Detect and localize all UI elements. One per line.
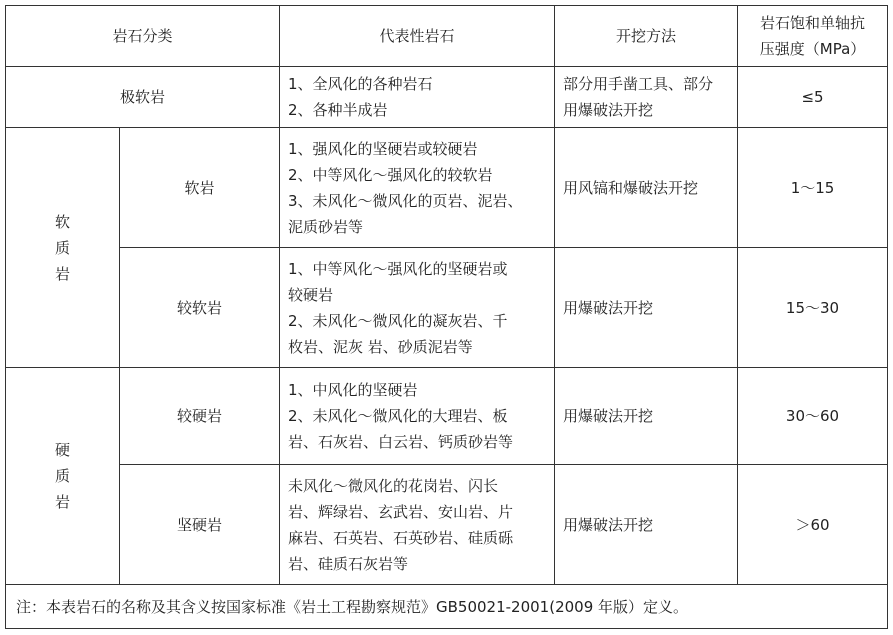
excavation-method <box>555 128 738 248</box>
table-row <box>6 128 888 248</box>
method-line: 部分用手凿工具、部分 <box>563 75 714 93</box>
rock-line: 2、未风化～微风化的凝灰岩、千 <box>288 311 508 330</box>
rock-line: 1、强风化的坚硬岩或较硬岩 <box>288 139 478 158</box>
rock-class-name: 极软岩 <box>6 67 280 128</box>
rock-line: 泥质砂岩等 <box>288 217 364 236</box>
rock-line: 枚岩、泥灰 岩、砂质泥岩等 <box>288 337 473 356</box>
table-footnote: 注：本表岩石的名称及其含义按国家标准《岩土工程勘察规范》GB50021-2001(2009 年版）定义。 <box>6 585 888 629</box>
header-row <box>6 6 888 67</box>
group-char: 软 <box>54 212 70 231</box>
rock-line: 3、未风化～微风化的页岩、泥岩、 <box>288 191 523 210</box>
rock-line: 2、各种半成岩 <box>288 101 388 119</box>
header-strength <box>738 6 888 67</box>
rock-line: 岩、石灰岩、白云岩、钙质砂岩等 <box>288 433 514 451</box>
header-excavation: 开挖方法 <box>555 6 738 67</box>
rock-classification-table <box>5 5 888 629</box>
representative-rocks <box>280 67 555 128</box>
group-char: 岩 <box>54 264 70 283</box>
rock-class-name: 较软岩 <box>120 248 280 368</box>
excavation-method <box>555 465 738 585</box>
rock-line: 1、中风化的坚硬岩 <box>288 381 418 399</box>
group-char: 硬 <box>54 441 70 459</box>
rock-class-name: 较硬岩 <box>120 368 280 465</box>
table-row <box>6 465 888 585</box>
table-row <box>6 67 888 128</box>
rock-line: 未风化～微风化的花岗岩、闪长 <box>288 476 499 495</box>
representative-rocks <box>280 465 555 585</box>
strength-value: 1～15 <box>738 128 888 248</box>
group-char: 岩 <box>54 493 70 511</box>
excavation-method <box>555 248 738 368</box>
representative-rocks <box>280 368 555 465</box>
rock-line: 2、未风化～微风化的大理岩、板 <box>288 407 508 425</box>
rock-line: 1、中等风化～强风化的坚硬岩或 <box>288 259 508 278</box>
header-representative: 代表性岩石 <box>280 6 555 67</box>
strength-value: ＞60 <box>738 465 888 585</box>
rock-line: 岩、硅质石灰岩等 <box>288 554 409 573</box>
method-line: 用爆破法开挖 <box>563 101 654 119</box>
header-classification: 岩石分类 <box>6 6 280 67</box>
rock-line: 岩、辉绿岩、玄武岩、安山岩、片 <box>288 502 514 521</box>
rock-line: 1、全风化的各种岩石 <box>288 75 433 93</box>
table-row <box>6 248 888 368</box>
strength-value: ≤5 <box>738 67 888 128</box>
representative-rocks <box>280 128 555 248</box>
rock-line: 2、中等风化～强风化的较软岩 <box>288 165 493 184</box>
excavation-method <box>555 368 738 465</box>
method-line: 用爆破法开挖 <box>563 298 654 317</box>
rock-line: 较硬岩 <box>288 285 334 304</box>
method-line: 用爆破法开挖 <box>563 407 654 425</box>
strength-value: 30～60 <box>738 368 888 465</box>
header-strength-line2: 压强度（MPa） <box>759 40 866 58</box>
representative-rocks <box>280 248 555 368</box>
excavation-method <box>555 67 738 128</box>
group-char: 质 <box>54 238 70 257</box>
group-label-soft <box>6 128 120 368</box>
group-label-hard <box>6 368 120 585</box>
rock-class-name: 软岩 <box>120 128 280 248</box>
table-row <box>6 368 888 465</box>
rock-class-name: 坚硬岩 <box>120 465 280 585</box>
group-char: 质 <box>54 467 70 485</box>
rock-line: 麻岩、石英岩、石英砂岩、硅质砾 <box>288 528 514 547</box>
strength-value: 15～30 <box>738 248 888 368</box>
header-strength-line1: 岩石饱和单轴抗 <box>760 14 866 32</box>
note-row <box>6 585 888 629</box>
method-line: 用爆破法开挖 <box>563 515 654 534</box>
method-line: 用风镐和爆破法开挖 <box>563 178 699 197</box>
